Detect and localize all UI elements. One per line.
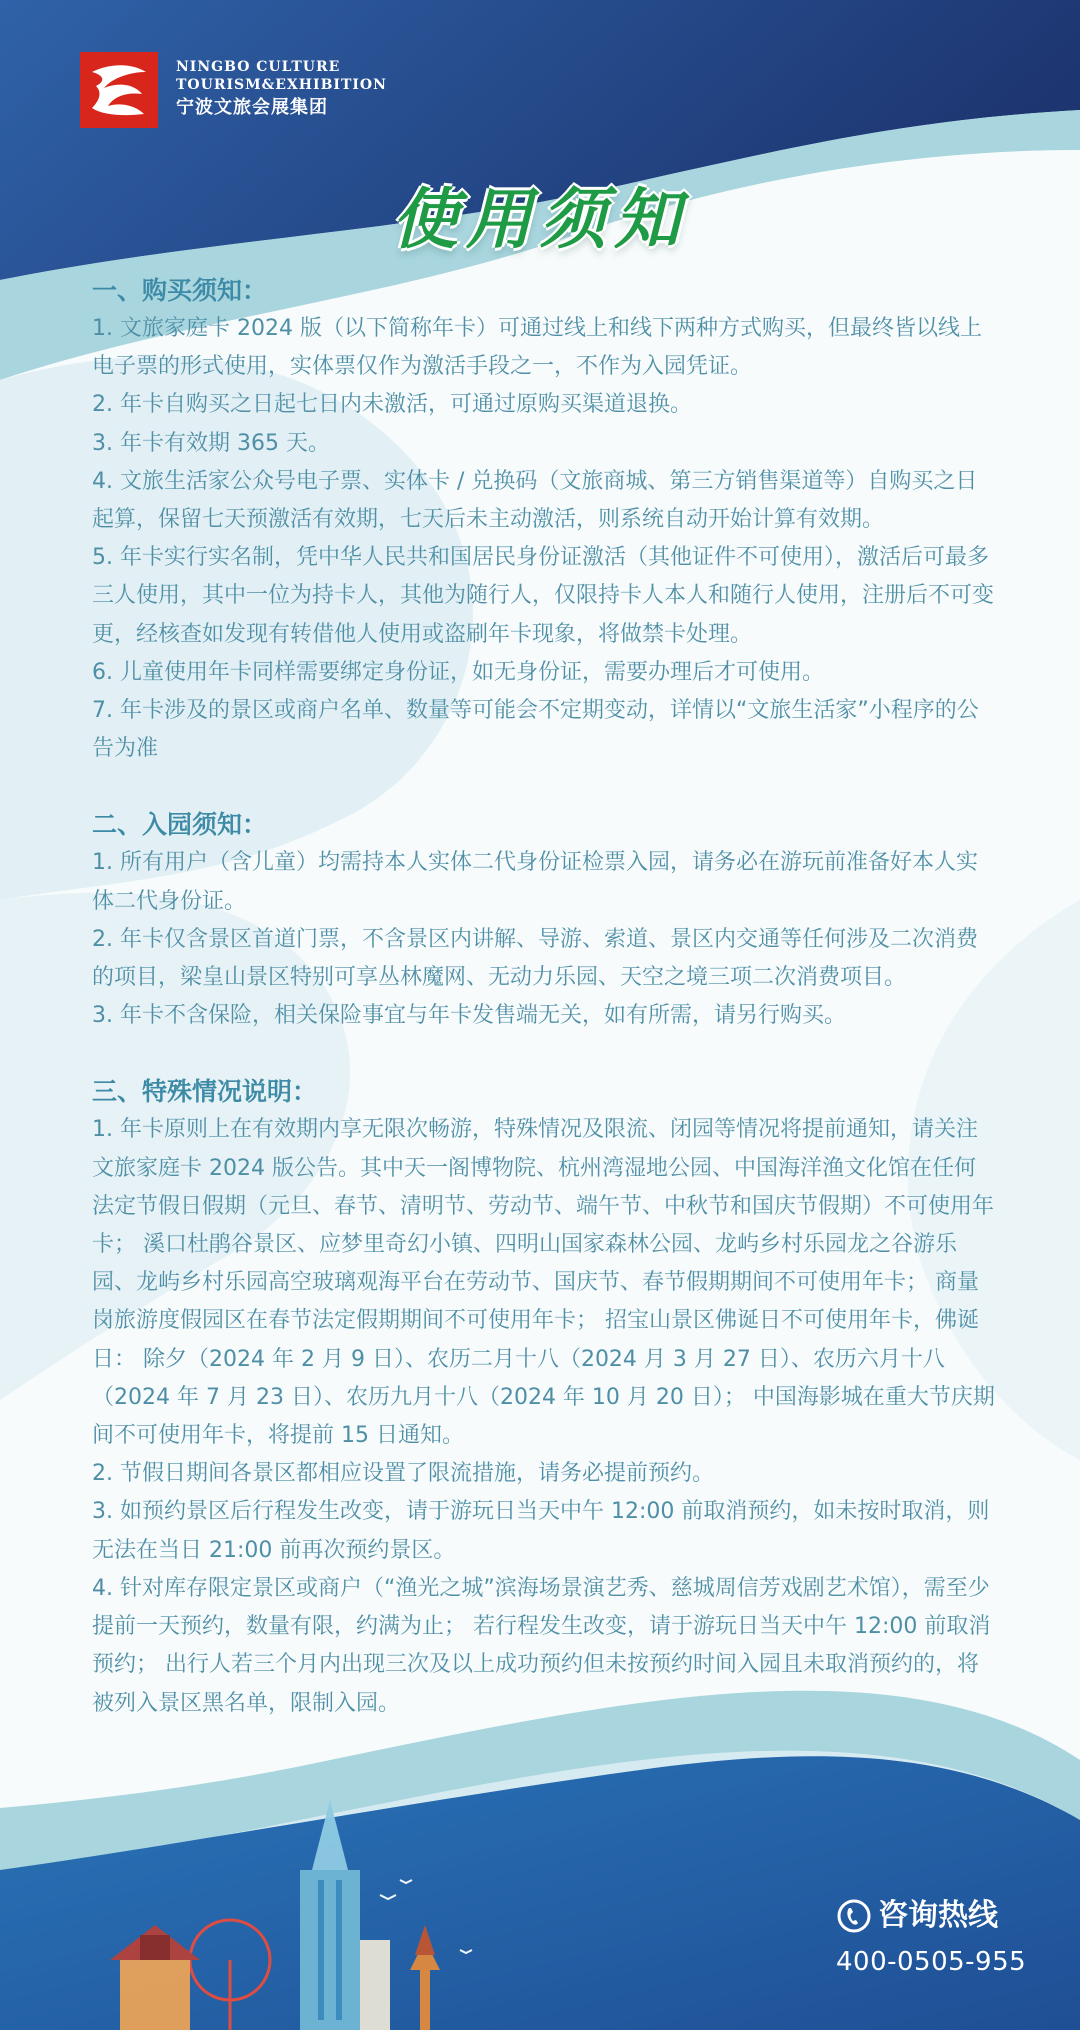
phone-icon <box>836 1898 872 1934</box>
brand-block <box>176 58 387 120</box>
hotline-block <box>836 1896 1026 1980</box>
page-title: 使用须知 <box>392 181 688 258</box>
list-item: 4. 文旅生活家公众号电子票、实体卡 / 兑换码（文旅商城、第三方销售渠道等）自购买之日起算，保留七天预激活有效期，七天后未主动激活，则系统自动开始计算有效期。 <box>92 468 978 533</box>
list-item: 7. 年卡涉及的景区或商户名单、数量等可能会不定期变动，详情以“文旅生活家”小程序的公告为准 <box>92 698 979 762</box>
section-special <box>92 1073 997 1722</box>
list-item: 1. 年卡原则上在有效期内享无限次畅游，特殊情况及限流、闭园等情况将提前通知，请关注文旅家庭卡 2024 版公告。其中天一阁博物院、杭州湾湿地公园、中国海洋渔文化馆在任何法定节假日假期（元旦、春节、清明节、劳动节、端午节、中秋节和国庆节假期）不可使用年卡； 溪口杜鹃谷景区、应梦里奇幻小镇、四明山国家森林公园、龙屿乡村乐园龙之谷游乐园、龙屿乡村乐园高空玻璃观海平台在劳动节、国庆节、春节假期期间不可使用年卡； 商量岗旅游度假园区在春节法定假期期间不可使用年卡； 招宝山景区佛诞日不可使用年卡，佛诞日： 除夕（2024 年 2 月 9 日）、农历二月十八（2024 月 3 月 27 日）、农历六月十八（2024 年 7 月 23 日）、农历九月十八（2024 年 10 月 20 日）； 中国海影城在重大节庆期间不可使用年卡，将提前 15 日通知。 <box>92 1117 995 1449</box>
list-item: 3. 如预约景区后行程发生改变，请于游玩日当天中午 12:00 前取消预约，如未按时取消，则无法在当日 21:00 前再次预约景区。 <box>92 1499 990 1563</box>
section-gap <box>92 768 997 806</box>
section-heading: 一、购买须知： <box>92 276 268 305</box>
hotline-number[interactable]: 400-0505-955 <box>836 1947 1027 1977</box>
brand-en-line2: TOURISM&EXHIBITION <box>176 77 387 93</box>
list-item: 2. 年卡自购买之日起七日内未激活，可通过原购买渠道退换。 <box>92 392 692 418</box>
list-item: 1. 所有用户（含儿童）均需持本人实体二代身份证检票入园，请务必在游玩前准备好本人实体二代身份证。 <box>92 850 978 914</box>
brand-cn: 宁波文旅会展集团 <box>176 97 328 118</box>
section-heading: 三、特殊情况说明： <box>92 1077 318 1107</box>
ningbo-culture-logo <box>78 50 164 130</box>
brand-en-line1: NINGBO CULTURE <box>176 59 341 75</box>
list-item: 2. 年卡仅含景区首道门票，不含景区内讲解、导游、索道、景区内交通等任何涉及二次消费的项目，梁皇山景区特别可享丛林魔网、无动力乐园、天空之境三项二次消费项目。 <box>92 926 978 991</box>
section-heading: 二、入园须知： <box>92 810 268 840</box>
list-item: 2. 节假日期间各景区都相应设置了限流措施，请务必提前预约。 <box>92 1461 714 1487</box>
list-item: 6. 儿童使用年卡同样需要绑定身份证，如无身份证，需要办理后才可使用。 <box>92 659 824 685</box>
section-entry <box>92 806 997 1035</box>
notice-content <box>92 272 997 1723</box>
hotline-label-row <box>836 1896 1026 1936</box>
list-item: 5. 年卡实行实名制，凭中华人民共和国居民身份证激活（其他证件不可使用），激活后可最多三人使用，其中一位为持卡人，其他为随行人，仅限持卡人本人和随行人使用，注册后不可变更，经核查如发现有转借他人使用或盗刷年卡现象，将做禁卡处理。 <box>92 545 995 647</box>
section-purchase <box>92 272 997 768</box>
section-gap <box>92 1035 997 1073</box>
hotline-label: 咨询热线 <box>878 1898 998 1933</box>
list-item: 3. 年卡有效期 365 天。 <box>92 430 330 456</box>
list-item: 3. 年卡不含保险，相关保险事宜与年卡发售端无关，如有所需，请另行购买。 <box>92 1003 846 1029</box>
list-item: 1. 文旅家庭卡 2024 版（以下简称年卡）可通过线上和线下两种方式购买，但最终皆以线上电子票的形式使用，实体票仅作为激活手段之一，不作为入园凭证。 <box>92 316 982 380</box>
list-item: 4. 针对库存限定景区或商户（“渔光之城”滨海场景演艺秀、慈城周信芳戏剧艺术馆），需至少提前一天预约，数量有限，约满为止； 若行程发生改变，请于游玩日当天中午 12:00 前取消预约； 出行人若三个月内出现三次及以上成功预约但未按预约时间入园且未取消预约的，将被列入景区黑名单，限制入园。 <box>92 1575 991 1716</box>
